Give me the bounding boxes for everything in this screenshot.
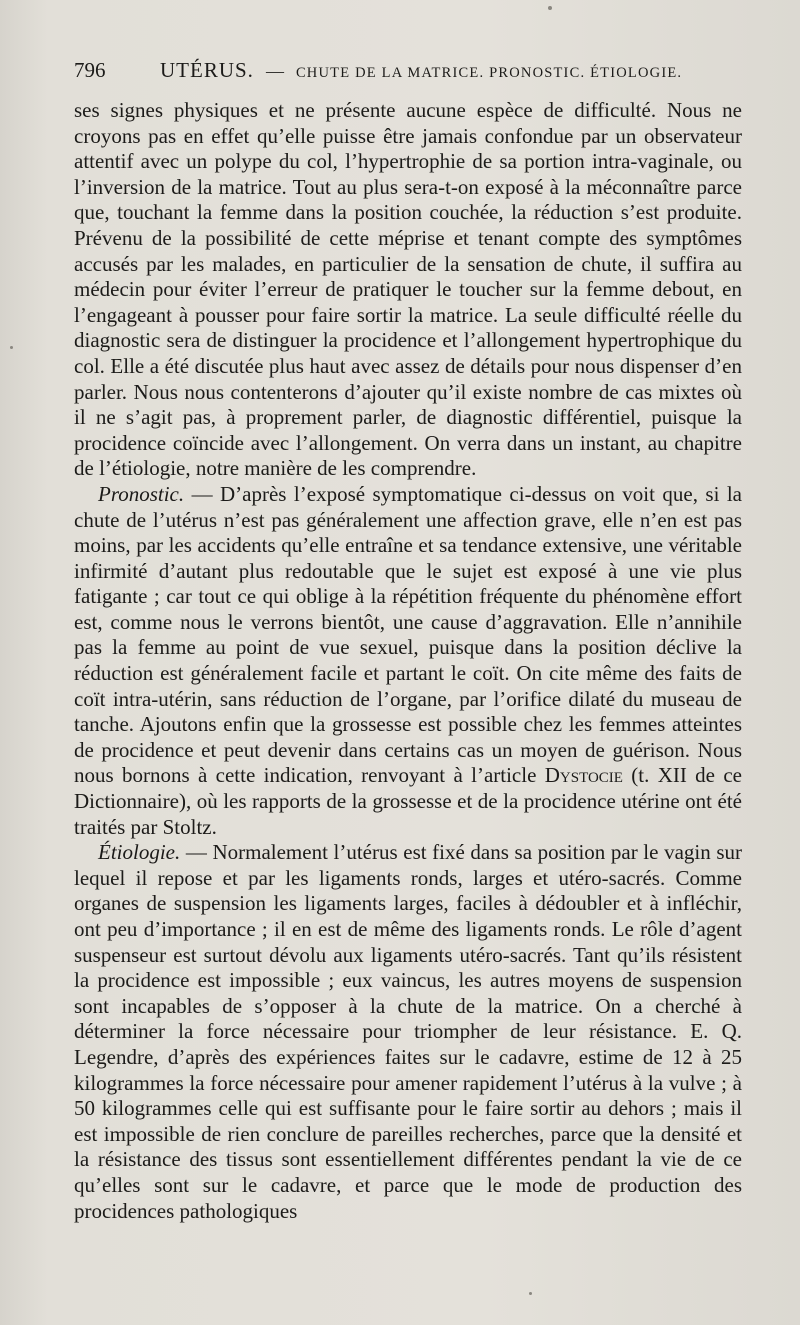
- paragraph-pronostic: [74, 482, 742, 840]
- paragraph-etiologie: [74, 840, 742, 1224]
- paragraph-diagnostic-text: ses signes physiques et ne présente aucune espèce de difficulté. Nous ne croyons pas en effet qu’elle puisse être jamais confondue par un observateur attentif avec un polype du col, l’hypertrophie de sa portion intra-vaginale, ou l’inversion de la matrice. Tout au plus sera-t-on exposé à la méconnaître parce que, touchant la femme dans la position couchée, la réduction s’est produite. Prévenu de la possibilité de cette méprise et tenant compte des symptômes accusés par les malades, en particulier de la sensation de chute, il suffira au médecin pour éviter l’erreur de pratiquer le toucher sur la femme debout, en l’engageant à pousser pour faire sortir la matrice. La seule difficulté réelle du diagnostic sera de distinguer la procidence et l’allongement hypertrophique du col. Elle a été discutée plus haut avec assez de détails pour nous dispenser d’en parler. Nous nous contenterons d’ajouter qu’il existe nombre de cas mixtes où il ne s’agit pas, à proprement parler, de diagnostic différentiel, puisque la procidence coïncide avec l’allongement. On verra dans un instant, au chapitre de l’étiologie, notre manière de les comprendre.: [74, 98, 742, 481]
- body-text: [74, 98, 742, 1224]
- running-dash: —: [265, 61, 284, 81]
- section-heading-etiologie: Étiologie.: [98, 840, 181, 865]
- paragraph-pronostic-text-end: (t. XII de ce Dictionnaire), où les rapports de la grossesse et de la procidence utérine ont été traités par Stoltz.: [74, 763, 742, 839]
- paper-speck: [548, 6, 552, 10]
- page-number: 796: [74, 58, 106, 82]
- paragraph-pronostic-text: — D’après l’exposé symptomatique ci-dessus on voit que, si la chute de l’utérus n’est pas généralement une affection grave, elle n’en est pas moins, par les accidents qu’elle entraîne et sa tendance extensive, une véritable infirmité d’autant plus redoutable que le sujet est exposé à une vie plus fatigante ; car tout ce qui oblige à la répétition fréquente du phénomène effort est, comme nous le verrons bientôt, une cause d’aggravation. Elle n’annihile pas la femme au point de vue sexuel, puisque dans la position déclive la réduction est généralement facile et partant le coït. On cite même des faits de coït intra-utérin, sans réduction de l’organe, par l’orifice dilaté du museau de tanche. Ajoutons enfin que la grossesse est possible chez les femmes atteintes de procidence et peut devenir dans certains cas un moyen de guérison. Nous nous bornons à cette indication, renvoyant à l’article: [74, 481, 742, 788]
- paper-speck: [529, 1292, 532, 1295]
- cross-reference-dystocie: Dystocie: [544, 763, 623, 788]
- running-subtitle: CHUTE DE LA MATRICE. PRONOSTIC. ÉTIOLOGIE.: [295, 65, 683, 81]
- paragraph-diagnostic: [74, 98, 742, 482]
- running-title: UTÉRUS.: [160, 58, 254, 82]
- paragraph-etiologie-text: — Normalement l’utérus est fixé dans sa position par le vagin sur lequel il repose et par les ligaments ronds, larges et utéro-sacrés. Comme organes de suspension les ligaments larges, faciles à dédoubler et à infléchir, ont peu d’importance ; il en est de même des ligaments ronds. Le rôle d’agent suspenseur est surtout dévolu aux ligaments utéro-sacrés. Tant qu’ils résistent la procidence est impossible ; eux vaincus, les autres moyens de suspension sont incapables de s’opposer à la chute de la matrice. On a cherché à déterminer la force nécessaire pour triompher de leur résistance. E. Q. Legendre, d’après des expériences faites sur le cadavre, estime de 12 à 25 kilogrammes la force nécessaire pour amener rapidement l’utérus à la vulve ; à 50 kilogrammes celle qui est suffisante pour le faire sortir au dehors ; mais il est impossible de rien conclure de pareilles recherches, parce que la densité et la résistance des tissus sont essentiellement différentes pendant la vie de ce qu’elles sont sur le cadavre, et parce que le mode de production des procidences pathologiques: [74, 840, 742, 1223]
- running-head: [74, 58, 742, 92]
- section-heading-pronostic: Pronostic.: [98, 481, 185, 506]
- paper-speck: [10, 346, 13, 349]
